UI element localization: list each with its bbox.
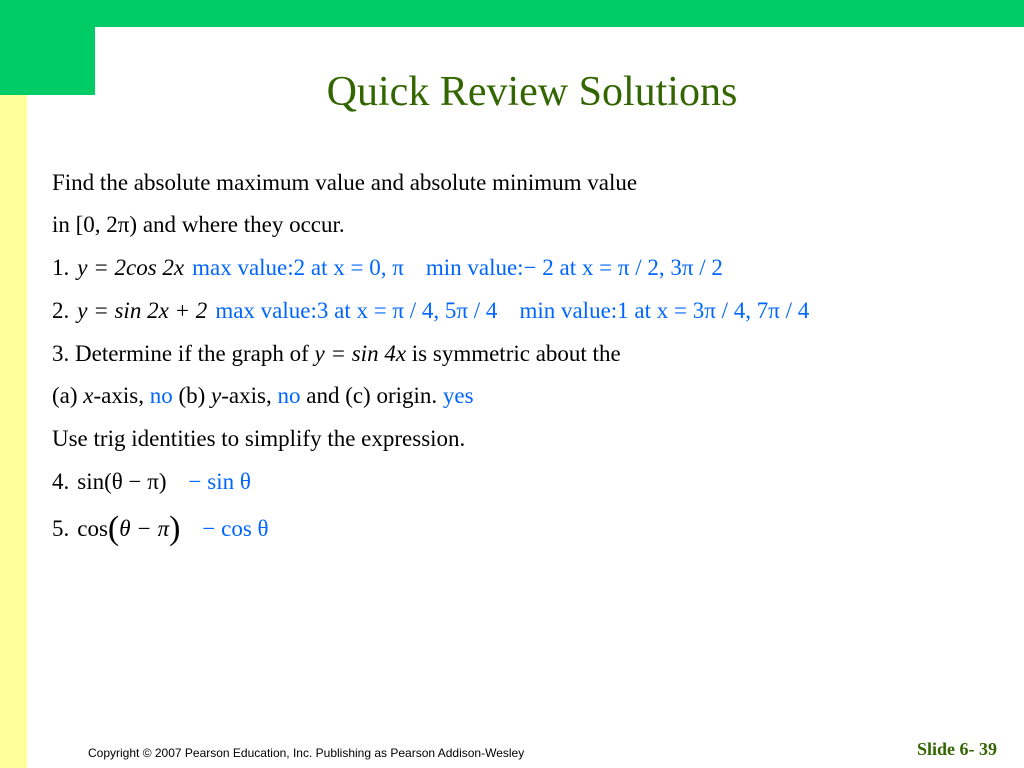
problem-4-answer: − sin θ [188,469,251,494]
problem-2-max-answer: max value:3 at x = π / 4, 5π / 4 [215,298,498,323]
interval-text: in [0, 2π) [52,212,138,237]
part-a-variable: x [83,383,94,408]
slide-number: Slide 6- 39 [916,739,997,759]
problem-3-answers [52,382,474,410]
part-c-answer: yes [442,383,474,408]
intro-line-2-text: and where they occur. [137,212,345,237]
intro-line-2 [52,211,345,239]
problem-5-argument: θ − π [119,516,170,541]
problem-5-close-paren: ) [169,510,181,547]
problem-5 [52,510,269,547]
problem-4-number: 4. [52,469,70,494]
copyright-footer: Copyright © 2007 Pearson Education, Inc. Publishing as Pearson Addison-Wesley [88,746,525,760]
problem-2-number: 2. [52,298,70,323]
slide-title: Quick Review Solutions [326,69,738,115]
part-a-answer: no [149,383,173,408]
part-a-label: (a) [52,383,84,408]
problem-1-min-answer: min value:− 2 at x = π / 2, 3π / 2 [425,255,723,280]
top-accent-bar [95,0,1024,27]
problem-1-expression: y = 2cos 2x [77,255,185,280]
problem-5-number: 5. [52,516,70,541]
part-a-text: -axis, [93,383,150,408]
problem-1 [52,254,723,282]
left-accent-bar [0,95,27,768]
problem-2 [52,297,809,325]
intro-line-1: Find the absolute maximum value and absolute minimum value [52,170,638,195]
simplify-prompt: Use trig identities to simplify the expression. [52,426,466,451]
problem-1-max-answer: max value:2 at x = 0, π [192,255,404,280]
part-b-text: -axis, [221,383,278,408]
problem-5-function: cos [77,516,108,541]
problem-3-prompt-post: is symmetric about the [406,341,621,366]
problem-1-number: 1. [52,255,70,280]
problem-2-expression: y = sin 2x + 2 [77,298,208,323]
problem-4-expression: sin(θ − π) [77,469,167,494]
problem-2-min-answer: min value:1 at x = 3π / 4, 7π / 4 [519,298,810,323]
part-c-text: and (c) origin. [300,383,443,408]
problem-4 [52,468,251,496]
part-b-label: (b) [172,383,212,408]
problem-3-prompt [52,340,621,368]
problem-5-answer: − cos θ [202,516,269,541]
part-b-answer: no [277,383,301,408]
problem-3-expression: y = sin 4x [314,341,407,366]
problem-3-prompt-pre: 3. Determine if the graph of [52,341,315,366]
part-b-variable: y [211,383,222,408]
problem-5-open-paren: ( [107,510,120,547]
